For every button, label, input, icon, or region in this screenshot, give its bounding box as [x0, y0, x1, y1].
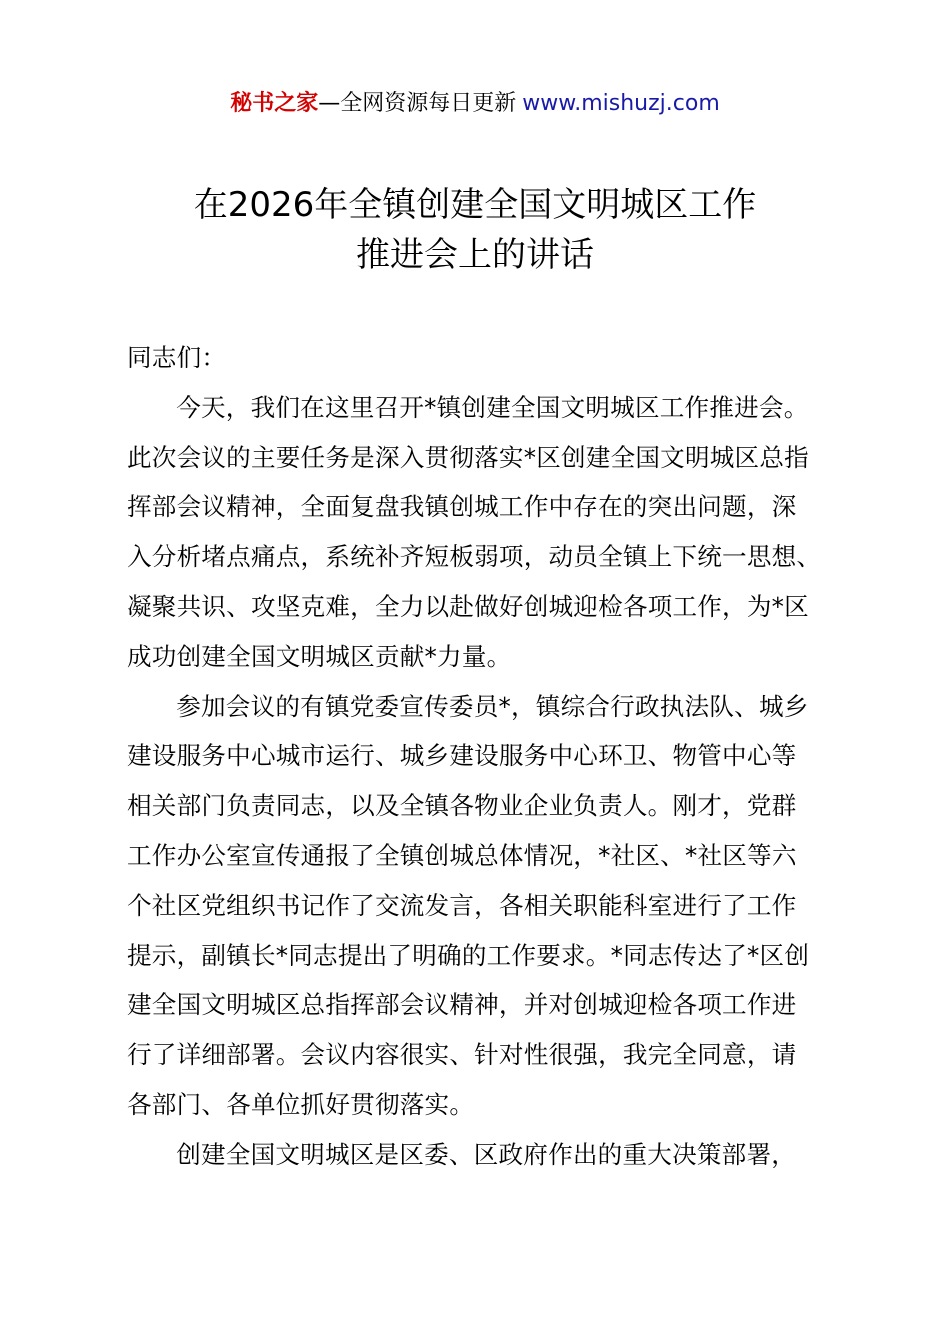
paragraph-line: 行了详细部署。会议内容很实、针对性很强，我完全同意，请 [127, 1040, 797, 1070]
paragraph-line: 挥部会议精神，全面复盘我镇创城工作中存在的突出问题，深 [127, 492, 797, 522]
site-header [0, 88, 950, 120]
paragraph-line: 参加会议的有镇党委宣传委员*，镇综合行政执法队、城乡 [176, 691, 809, 721]
paragraph-line: 相关部门负责同志，以及全镇各物业企业负责人。刚才，党群 [127, 791, 797, 821]
paragraph-line: 各部门、各单位抓好贯彻落实。 [127, 1089, 475, 1119]
paragraph-line: 工作办公室宣传通报了全镇创城总体情况，*社区、*社区等六 [127, 840, 797, 870]
paragraph-line: 入分析堵点痛点，系统补齐短板弱项，动员全镇上下统一思想、 [127, 542, 822, 572]
document-title [0, 180, 950, 280]
paragraph-line: 成功创建全国文明城区贡献*力量。 [127, 641, 512, 671]
paragraph-line: 提示，副镇长*同志提出了明确的工作要求。*同志传达了*区创 [127, 940, 810, 970]
paragraph [127, 1130, 832, 1180]
paragraph-line: 此次会议的主要任务是深入贯彻落实*区创建全国文明城区总指 [127, 442, 809, 472]
brand-name: 秘书之家 [230, 91, 319, 116]
paragraph-line: 个社区党组织书记作了交流发言，各相关职能科室进行了工作 [127, 890, 797, 920]
paragraph-line: 创建全国文明城区是区委、区政府作出的重大决策部署， [176, 1139, 797, 1169]
paragraph [127, 682, 832, 1130]
paragraph-line: 建全国文明城区总指挥部会议精神，并对创城迎检各项工作进 [127, 990, 797, 1020]
paragraph-line: 今天，我们在这里召开*镇创建全国文明城区工作推进会。 [176, 392, 809, 422]
header-tagline: —全网资源每日更新 [318, 91, 517, 116]
site-url-link[interactable]: www.mishuzj.com [522, 91, 720, 116]
paragraph [127, 383, 832, 682]
document-body [127, 333, 832, 1180]
title-line-2: 推进会上的讲话 [356, 235, 594, 275]
salutation: 同志们： [127, 343, 227, 372]
paragraph-line: 建设服务中心城市运行、城乡建设服务中心环卫、物管中心等 [127, 741, 797, 771]
title-line-1: 在2026年全镇创建全国文明城区工作 [193, 185, 757, 225]
paragraph-line: 凝聚共识、攻坚克难，全力以赴做好创城迎检各项工作，为*区 [127, 591, 809, 621]
